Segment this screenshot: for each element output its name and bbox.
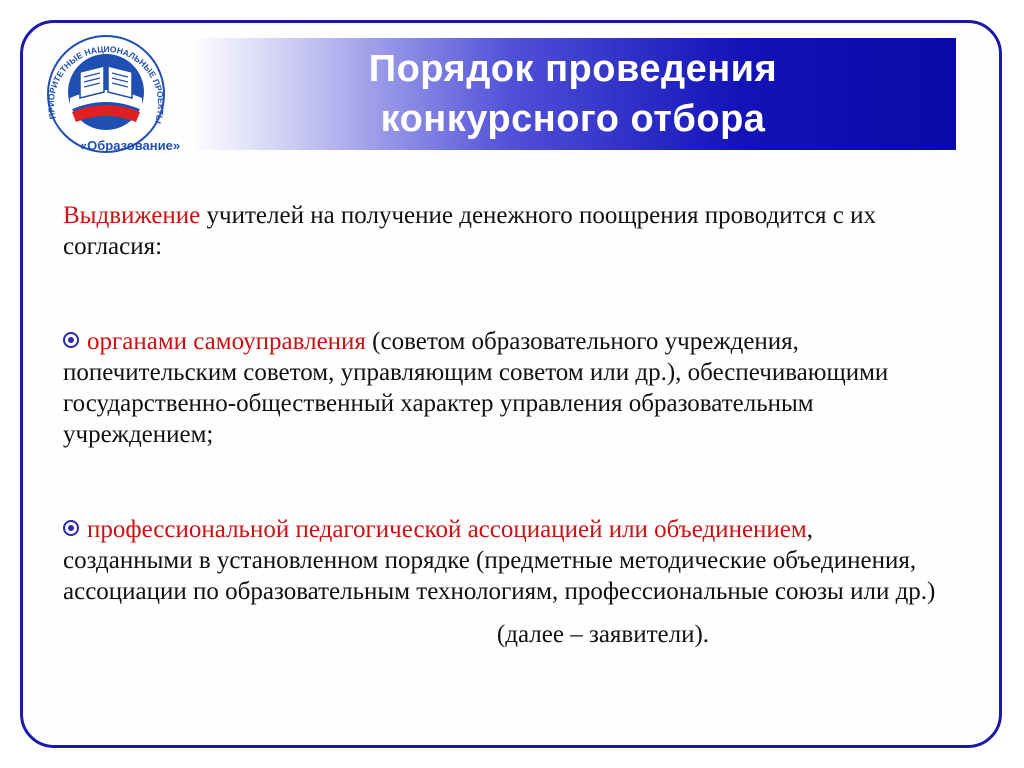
education-project-logo: [30, 26, 200, 162]
bullet-highlight: органами самоуправления: [87, 328, 366, 355]
bullet-item: [63, 326, 943, 450]
svg-text:ПРИОРИТЕТНЫЕ НАЦИОНАЛЬНЫЕ ПРОЕ: ПРИОРИТЕТНЫЕ НАЦИОНАЛЬНЫЕ ПРОЕКТЫ: [45, 43, 167, 125]
slide-content: [63, 200, 943, 650]
intro-text: учителей на получение денежного поощрения проводится с их согласия:: [63, 202, 876, 260]
bullet-highlight: профессиональной педагогической ассоциацией или объединением: [87, 516, 807, 543]
slide-title: Порядок проведения конкурсного отбора: [368, 48, 778, 140]
bullet-text: , созданными в установленном порядке (предметные методические объединения, ассоциации по образовательным технологиям, профессиональные союзы или др.): [63, 516, 936, 605]
intro-highlight: Выдвижение: [63, 202, 201, 229]
title-bar: [190, 38, 956, 150]
bullet-item: [63, 514, 943, 607]
closing-text: (далее – заявители).: [496, 621, 710, 648]
bullet-text: (советом образовательного учреждения, попечительским советом, управляющим советом или др.), обеспечивающими государственно-общественный характер управления образовательным учреждением;: [63, 328, 889, 448]
radio-bullet-icon: [63, 332, 79, 348]
svg-text:«Образование»: «Образование»: [79, 138, 181, 153]
intro-paragraph: [63, 200, 943, 262]
radio-bullet-icon: [63, 520, 79, 536]
